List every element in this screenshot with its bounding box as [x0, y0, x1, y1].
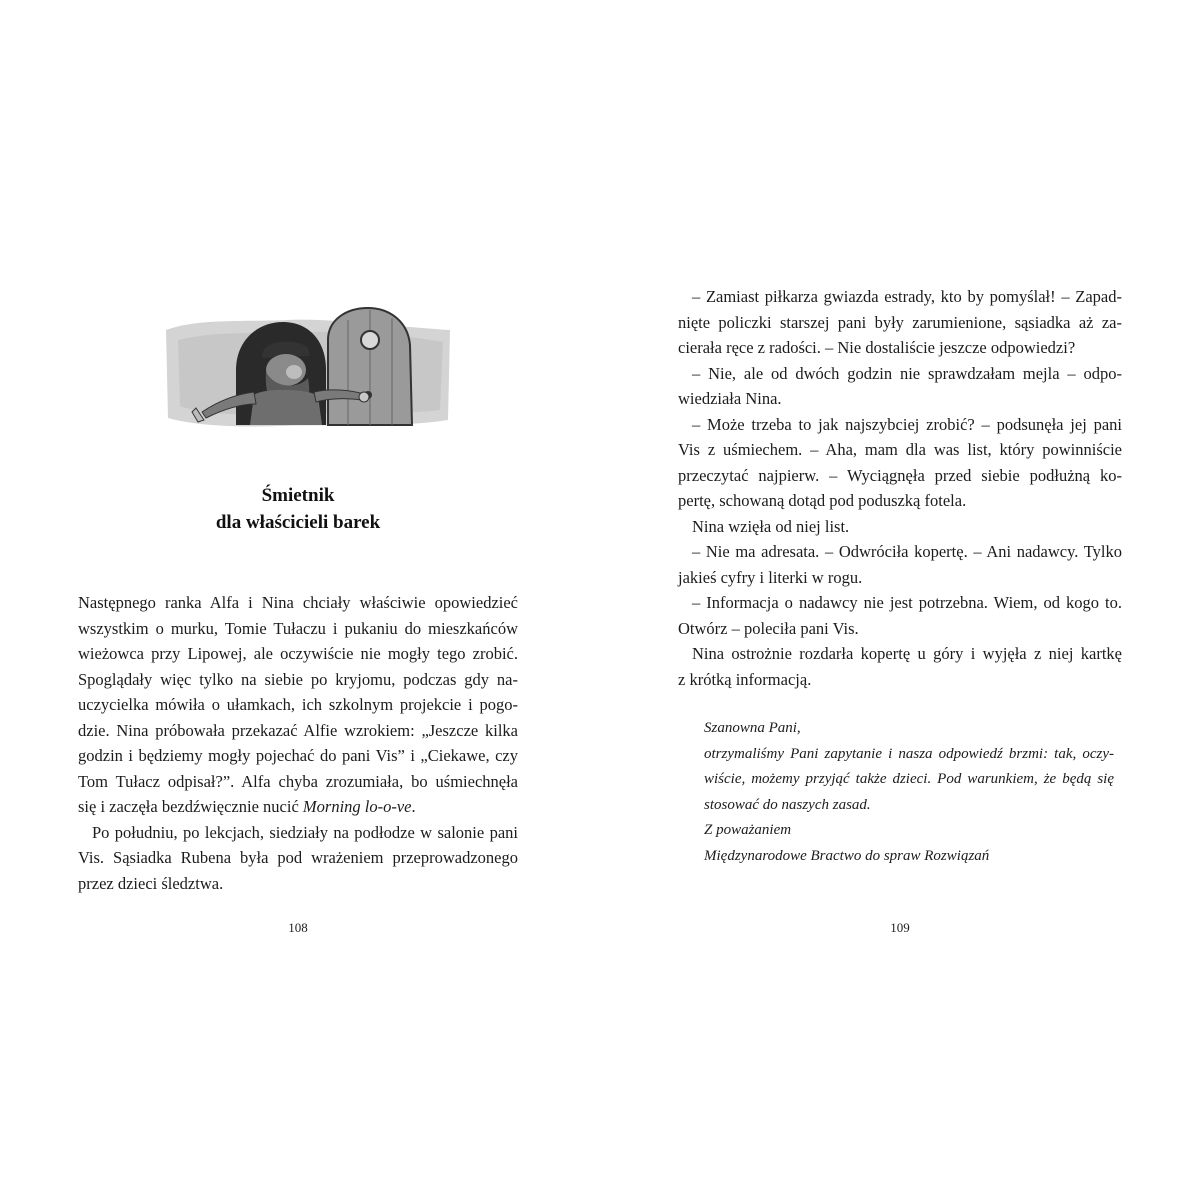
text-line: wieżowca przy Lipowej, ale oczywiście nie mogły tego zrobić.	[78, 644, 518, 663]
text-line: Vis. Sąsiadka Rubena była pod wrażeniem przeprowadzonego	[78, 848, 518, 867]
text-line: przez dzieci śledztwa.	[78, 873, 224, 893]
chapter-title-line-2: dla właścicieli barek	[215, 512, 381, 533]
text-line: – Nie ma adresata. – Odwróciła kopertę. – Ani nadawcy. Tylko	[692, 542, 1122, 561]
chapter-title-line-1: Śmietnik	[261, 485, 335, 506]
text-line: Następnego ranka Alfa i Nina chciały właściwie opowiedzieć	[78, 593, 518, 612]
text-line	[78, 794, 518, 820]
song-title: Morning lo-o-ve	[302, 797, 412, 816]
text-segment: .	[411, 797, 416, 816]
chapter-title	[78, 482, 518, 536]
bearded-man-peeking-from-door-illustration	[158, 300, 458, 450]
right-page	[678, 0, 1122, 1200]
text-line: – Nie, ale od dwóch godzin nie sprawdzałam mejla – odpo-	[692, 363, 1122, 383]
letter-line: otrzymaliśmy Pani zapytanie i nasza odpowiedź brzmi: tak, oczy-	[704, 745, 1114, 762]
text-line: – Może trzeba to jak najszybciej zrobić? – podsunęła jej pani	[692, 414, 1122, 434]
left-page-body	[78, 590, 518, 896]
text-line: przeczytać najpierw. – Wyciągnęła przed siebie podłużną ko-	[678, 465, 1122, 485]
letter-line: wiście, możemy przyjąć także dzieci. Pod warunkiem, że będą się	[704, 771, 1114, 787]
text-line: wszystkim o murku, Tomie Tułaczu i pukaniu do mieszkańców	[78, 618, 518, 638]
page-number-left: 108	[288, 920, 308, 935]
text-line: Vis z uśmiechem. – Aha, mam dla was list, który powinniście	[678, 440, 1122, 459]
text-line: – Zamiast piłkarza gwiazda estrady, kto by pomyślał! – Zapad-	[692, 287, 1122, 306]
letter	[704, 716, 1114, 869]
page-number-right: 109	[890, 920, 910, 935]
letter-closing: Z poważaniem	[704, 822, 792, 838]
text-line: Otwórz – poleciła pani Vis.	[678, 618, 859, 638]
text-line: z krótką informacją.	[678, 669, 812, 689]
text-line: Nina wzięła od niej list.	[692, 516, 850, 536]
text-line: jakieś cyfry i literki w rogu.	[678, 567, 863, 587]
text-line: Nina ostrożnie rozdarła kopertę u góry i wyjęła z niej kartkę	[692, 644, 1122, 663]
left-page	[78, 0, 518, 1200]
paragraph-2	[78, 820, 518, 897]
text-segment: się i zaczęła bezdźwięcznie nucić	[78, 797, 303, 816]
letter-line: stosować do naszych zasad.	[704, 796, 871, 813]
text-line: wiedziała Nina.	[678, 389, 782, 408]
text-line: godzin i będziemy mogły pojechać do pani Vis” i „Ciekawe, czy	[78, 746, 518, 765]
letter-salutation: Szanowna Pani,	[704, 720, 801, 736]
right-page-body	[678, 284, 1122, 692]
text-line: pertę, schowaną dotąd pod poduszką fotela.	[678, 491, 967, 510]
letter-signature: Międzynarodowe Bractwo do spraw Rozwiązań	[704, 847, 990, 864]
text-line: cierała ręce z radości. – Nie dostaliście jeszcze odpowiedzi?	[678, 338, 1076, 357]
text-line: – Informacja o nadawcy nie jest potrzebna. Wiem, od kogo to.	[692, 593, 1122, 612]
text-line: nięte policzki starszej pani były zarumienione, sąsiadka aż za-	[678, 312, 1122, 332]
text-line: Tom Tułacz odpisał?”. Alfa chyba zrozumiała, bo uśmiechnęła	[78, 771, 518, 791]
text-line: uczycielka mówiła o ułamkach, ich szkolnym projekcie i pogo-	[78, 695, 518, 714]
text-line: Po południu, po lekcjach, siedziały na podłodze w salonie pani	[92, 822, 518, 842]
text-line: dzie. Nina próbowała przekazać Alfie wzrokiem: „Jeszcze kilka	[78, 720, 518, 740]
paragraph-1	[78, 590, 518, 820]
text-line: Spoglądały więc tylko na siebie po kryjomu, podczas gdy na-	[78, 669, 518, 689]
